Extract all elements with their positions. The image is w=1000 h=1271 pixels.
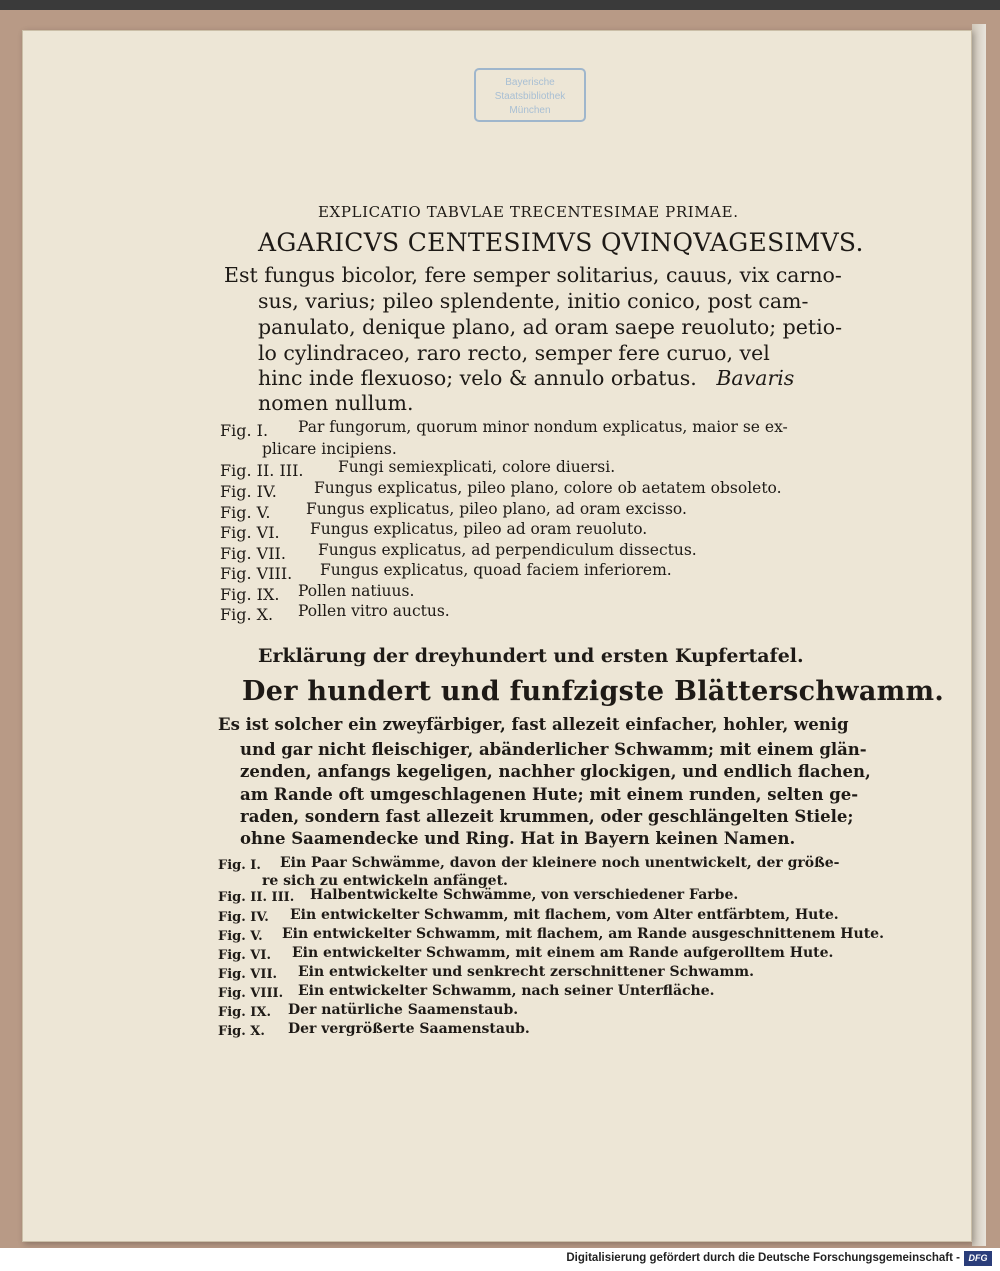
- latin-fig-label: Fig. II. III.: [220, 461, 304, 480]
- latin-paragraph-line: panulato, denique plano, ad oram saepe reuoluto; petio-: [258, 315, 842, 339]
- german-fig-label: Fig. IX.: [218, 1005, 272, 1020]
- german-fig-text: Der natürliche Saamenstaub.: [288, 1002, 519, 1018]
- footer-bar: [0, 1248, 1000, 1271]
- latin-paragraph-line: nomen nullum.: [258, 391, 414, 415]
- german-fig-label: Fig. VI.: [218, 948, 272, 963]
- german-paragraph-line: raden, sondern fast allezeit krummen, oder geschlängelten Stiele;: [240, 807, 854, 826]
- german-heading: Erklärung der dreyhundert und ersten Kupfertafel.: [258, 645, 804, 667]
- latin-fig-text: Par fungorum, quorum minor nondum explicatus, maior se ex-: [298, 418, 788, 436]
- german-fig-text: Halbentwickelte Schwämme, von verschiedener Farbe.: [310, 887, 739, 903]
- german-fig-text: Ein entwickelter und senkrecht zerschnittener Schwamm.: [298, 964, 754, 980]
- latin-paragraph-line: Est fungus bicolor, fere semper solitarius, cauus, vix carno-: [224, 263, 842, 287]
- german-paragraph-line: zenden, anfangs kegeligen, nachher glockigen, und endlich flachen,: [240, 762, 871, 781]
- german-fig-text: re sich zu entwickeln anfänget.: [262, 873, 508, 889]
- german-fig-text: Ein entwickelter Schwamm, mit einem am Rande aufgerolltem Hute.: [292, 945, 834, 961]
- latin-fig-text: Pollen natiuus.: [298, 582, 415, 600]
- page-edge: [972, 24, 986, 1246]
- stamp-line: Staatsbibliothek: [494, 91, 566, 102]
- stamp-line: Bayerische: [505, 77, 555, 88]
- german-fig-label: Fig. VII.: [218, 967, 278, 982]
- german-title: Der hundert und funfzigste Blätterschwamm.: [242, 676, 945, 707]
- latin-fig-label: Fig. I.: [220, 421, 269, 440]
- latin-bavaris: Bavaris: [716, 366, 795, 390]
- latin-fig-label: Fig. VII.: [220, 544, 286, 563]
- latin-fig-text: Fungus explicatus, ad perpendiculum dissectus.: [318, 541, 697, 559]
- german-fig-label: Fig. I.: [218, 858, 261, 873]
- latin-fig-text: Fungus explicatus, pileo plano, colore ob aetatem obsoleto.: [314, 479, 782, 497]
- german-fig-text: Ein entwickelter Schwamm, mit flachem, am Rande ausgeschnittenem Hute.: [282, 926, 884, 942]
- latin-fig-text: Fungi semiexplicati, colore diuersi.: [338, 458, 616, 476]
- latin-fig-label: Fig. IX.: [220, 585, 280, 604]
- german-paragraph-line: und gar nicht fleischiger, abänderlicher Schwamm; mit einem glän-: [240, 740, 867, 759]
- german-fig-text: Ein Paar Schwämme, davon der kleinere noch unentwickelt, der größe-: [280, 855, 840, 871]
- latin-fig-label: Fig. X.: [220, 605, 274, 624]
- german-paragraph-line: ohne Saamendecke und Ring. Hat in Bayern keinen Namen.: [240, 829, 796, 848]
- latin-fig-text: Pollen vitro auctus.: [298, 602, 450, 620]
- german-fig-text: Ein entwickelter Schwamm, mit flachem, vom Alter entfärbtem, Hute.: [290, 907, 839, 923]
- german-paragraph-line: am Rande oft umgeschlagenen Hute; mit einem runden, selten ge-: [240, 785, 859, 804]
- german-fig-label: Fig. VIII.: [218, 986, 284, 1001]
- german-fig-label: Fig. IV.: [218, 910, 269, 925]
- german-fig-label: Fig. II. III.: [218, 890, 295, 905]
- dfg-logo: DFG: [964, 1251, 992, 1266]
- latin-fig-text: Fungus explicatus, pileo plano, ad oram excisso.: [306, 500, 687, 518]
- german-paragraph-line: Es ist solcher ein zweyfärbiger, fast allezeit einfacher, hohler, wenig: [218, 715, 849, 734]
- latin-paragraph-line: sus, varius; pileo splendente, initio conico, post cam-: [258, 289, 809, 313]
- latin-heading: EXPLICATIO TABVLAE TRECENTESIMAE PRIMAE.: [318, 203, 739, 221]
- latin-fig-label: Fig. VI.: [220, 523, 280, 542]
- latin-fig-label: Fig. V.: [220, 503, 271, 522]
- latin-fig-label: Fig. VIII.: [220, 564, 293, 583]
- german-fig-text: Ein entwickelter Schwamm, nach seiner Unterfläche.: [298, 983, 715, 999]
- german-fig-label: Fig. V.: [218, 929, 263, 944]
- latin-paragraph-line: lo cylindraceo, raro recto, semper fere curuo, vel: [258, 341, 770, 365]
- latin-fig-text: Fungus explicatus, pileo ad oram reuoluto.: [310, 520, 648, 538]
- latin-title: AGARICVS CENTESIMVS QVINQVAGESIMVS.: [258, 228, 864, 257]
- latin-fig-text: plicare incipiens.: [262, 440, 397, 458]
- library-stamp: [474, 68, 586, 122]
- latin-fig-text: Fungus explicatus, quoad faciem inferiorem.: [320, 561, 672, 579]
- german-fig-text: Der vergrößerte Saamenstaub.: [288, 1021, 530, 1037]
- latin-fig-label: Fig. IV.: [220, 482, 277, 501]
- german-fig-label: Fig. X.: [218, 1024, 265, 1039]
- latin-paragraph-line: [258, 366, 794, 390]
- funding-notice: Digitalisierung gefördert durch die Deutsche Forschungsgemeinschaft -: [566, 1252, 960, 1264]
- latin-paragraph-text: hinc inde flexuoso; velo & annulo orbatus.: [258, 366, 697, 390]
- stamp-line: München: [509, 105, 551, 116]
